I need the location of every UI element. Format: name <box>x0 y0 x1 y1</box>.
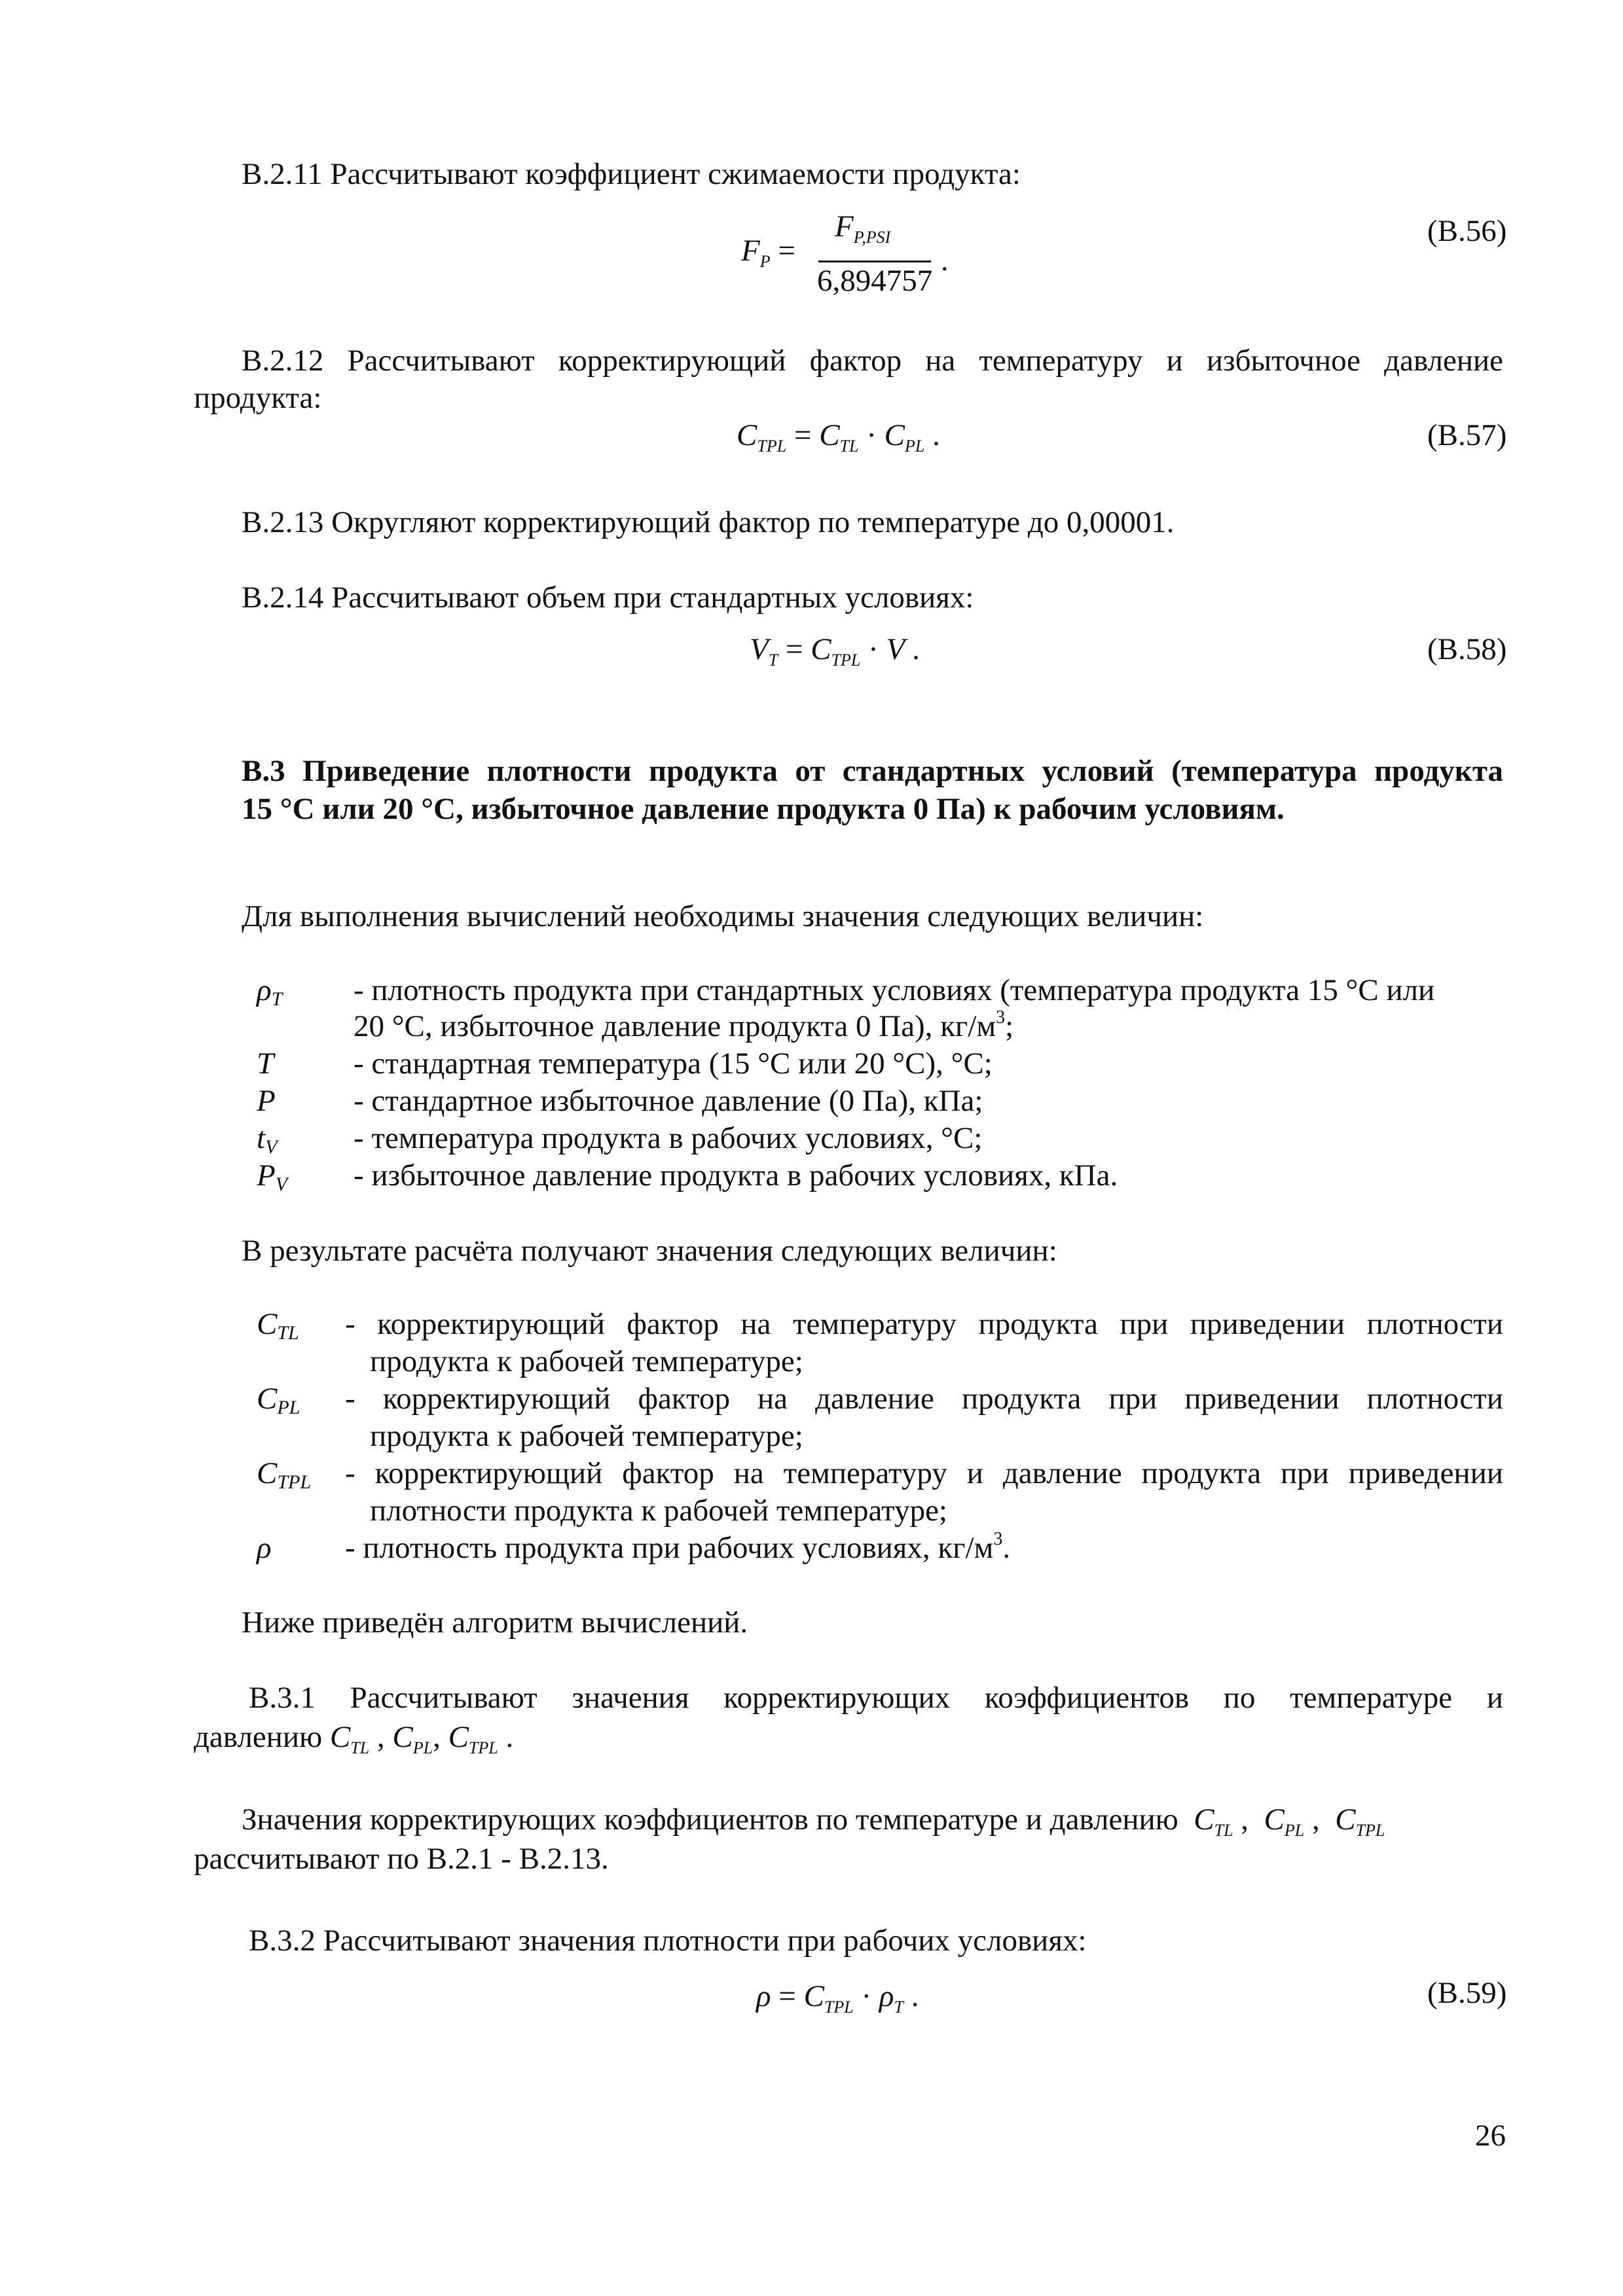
page-number: 26 <box>1475 2119 1506 2153</box>
section-heading-line2: 15 °С или 20 °С, избыточное давление продукта 0 Па) к рабочим условиям. <box>242 792 1285 826</box>
formula-b59: $\rho = C_{TPL} \cdot \rho_T$ . <box>756 1979 919 2017</box>
def-ctpl-line2: плотности продукта к рабочей температуре; <box>370 1494 947 1528</box>
section-heading-line1: В.3 Приведение плотности продукта от стандартных условий (температура продукта <box>242 754 1503 788</box>
symbol-p: P <box>257 1084 276 1118</box>
formula-b57: $C_{TPL} = C_{TL} \cdot C_{PL}$ . <box>737 418 940 456</box>
equation-number-b56: (В.56) <box>1427 214 1507 248</box>
b31-line1: В.3.1 Рассчитывают значения корректирующих коэффициентов по температуре и <box>249 1681 1503 1715</box>
b213-text: В.2.13 Округляют корректирующий фактор по температуре до 0,00001. <box>242 505 1175 539</box>
symbol-tv: $t_V$ <box>257 1121 278 1158</box>
def-rho-t-line2: 20 °С, избыточное давление продукта 0 Па), $кг/м^3$; <box>354 1007 1014 1043</box>
def-ctl-line1: - корректирующий фактор на температуру продукта при приведении плотности <box>345 1307 1503 1341</box>
formula-b56-numerator: $F_{P,PSI}$ <box>835 209 891 247</box>
symbol-rho: ρ <box>257 1531 272 1565</box>
formula-b58: $V_T = C_{TPL} \cdot V$ . <box>750 632 920 670</box>
b212-line2: продукта: <box>194 381 322 415</box>
def-cpl-line1: - корректирующий фактор на давление продукта при приведении плотности <box>345 1382 1503 1416</box>
b211-text: В.2.11 Рассчитывают коэффициент сжимаемости продукта: <box>242 157 1021 191</box>
def-t: - стандартная температура (15 °С или 20 °С), °С; <box>354 1047 993 1081</box>
symbol-ctl: $C_{TL}$ <box>257 1307 299 1344</box>
b214-text: В.2.14 Рассчитывают объем при стандартных условиях: <box>242 581 974 615</box>
inputs-intro: Для выполнения вычислений необходимы значения следующих величин: <box>242 899 1204 933</box>
equation-number-b58: (В.58) <box>1427 632 1507 666</box>
symbol-pv: $P_V$ <box>257 1158 288 1195</box>
formula-b56-period: . <box>941 243 949 278</box>
symbol-t: T <box>257 1047 274 1081</box>
def-ctpl-line1: - корректирующий фактор на температуру и давление продукта при приведении <box>345 1456 1503 1490</box>
formula-b56-lhs: $F_P$ = <box>741 234 795 271</box>
symbol-rho-t: $\rho_T$ <box>257 973 283 1010</box>
def-pv: - избыточное давление продукта в рабочих условиях, кПа. <box>354 1158 1118 1193</box>
values-line1: Значения корректирующих коэффициентов по температуре и давлению $C_{TL}$ , $C_{PL}$ , $C_{TPL}$ <box>242 1803 1385 1840</box>
results-intro: В результате расчёта получают значения следующих величин: <box>242 1234 1057 1268</box>
b32-text: В.3.2 Рассчитывают значения плотности при рабочих условиях: <box>249 1924 1087 1958</box>
equation-number-b59: (В.59) <box>1427 1976 1507 2010</box>
symbol-ctpl: $C_{TPL}$ <box>257 1456 312 1493</box>
def-rho: - плотность продукта при рабочих условиях, $кг/м^3$. <box>345 1529 1011 1565</box>
def-rho-t-line1: - плотность продукта при стандартных условиях (температура продукта 15 °С или <box>354 973 1435 1007</box>
formula-b56-denominator: 6,894757 <box>817 264 933 298</box>
b31-line2: давлению $C_{TL}$ , $C_{PL}$, $C_{TPL}$ . <box>194 1720 514 1757</box>
values-line2: рассчитывают по В.2.1 - В.2.13. <box>194 1842 609 1876</box>
def-p: - стандартное избыточное давление (0 Па), кПа; <box>354 1084 983 1118</box>
def-ctl-line2: продукта к рабочей температуре; <box>370 1344 803 1378</box>
def-tv: - температура продукта в рабочих условиях, °С; <box>354 1121 983 1155</box>
def-cpl-line2: продукта к рабочей температуре; <box>370 1419 803 1453</box>
b212-line1: В.2.12 Рассчитывают корректирующий фактор на температуру и избыточное давление <box>242 344 1503 378</box>
symbol-cpl: $C_{PL}$ <box>257 1382 301 1418</box>
algorithm-intro: Ниже приведён алгоритм вычислений. <box>242 1605 748 1640</box>
equation-number-b57: (В.57) <box>1427 418 1507 452</box>
